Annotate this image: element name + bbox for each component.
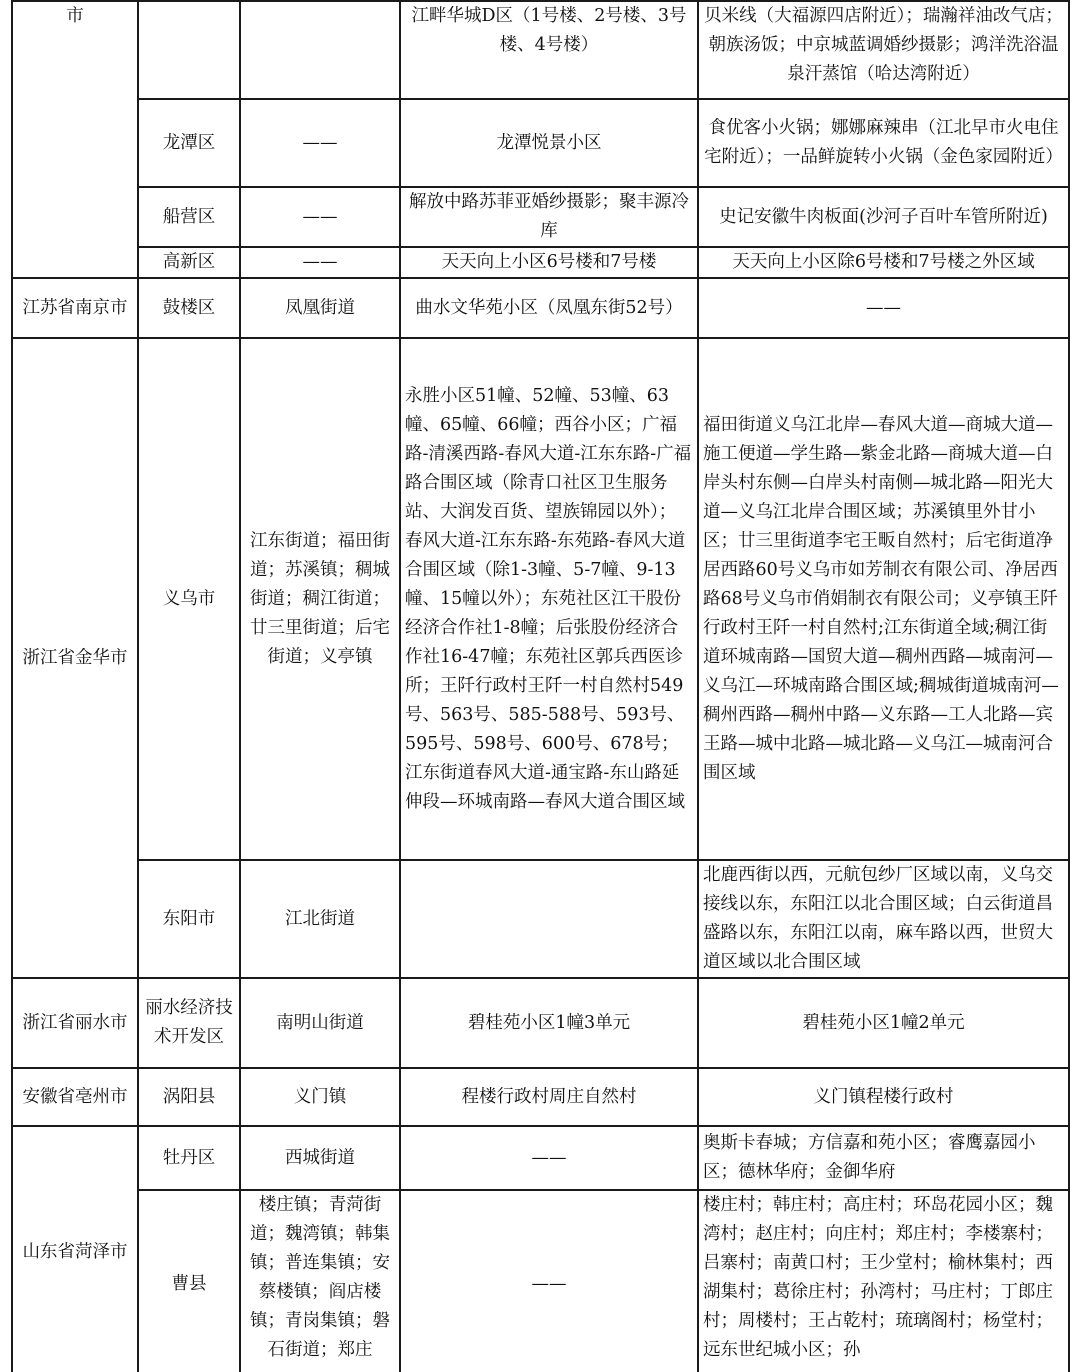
town-text: —— [302, 206, 338, 227]
table-row [12, 1190, 1069, 1372]
province-text: 浙江省金华市 [22, 647, 128, 668]
town-cell [240, 338, 400, 860]
low-risk-cell [698, 1126, 1069, 1190]
province-text: 浙江省丽水市 [22, 1012, 128, 1033]
province-cell [12, 978, 138, 1068]
high-risk-text: 天天向上小区6号楼和7号楼 [441, 252, 657, 272]
area-text: 义乌市 [162, 588, 216, 609]
low-risk-text: 楼庄村；韩庄村；高庄村；环岛花园小区；魏湾村；赵庄村；向庄村；郑庄村；李楼寨村；吕寨村；南黄口村；王少堂村；榆林集村；西湖集村；葛徐庄村；孙湾村；马庄村；丁郎庄村；周楼村；王占乾村；琉璃阁村；杨堂村；远东世纪城小区；孙 [703, 1195, 1053, 1360]
high-risk-text: 碧桂苑小区1幢3单元 [467, 1012, 631, 1033]
town-text: 江北街道 [285, 908, 355, 929]
area-cell [138, 247, 240, 278]
high-risk-cell [400, 278, 698, 338]
low-risk-text: 天天向上小区除6号楼和7号楼之外区域 [732, 252, 1035, 272]
low-risk-cell [698, 187, 1069, 247]
area-text: 牡丹区 [162, 1147, 216, 1168]
high-risk-cell [400, 860, 698, 978]
province-cell [12, 1068, 138, 1126]
low-risk-cell [698, 338, 1069, 860]
low-risk-text: 奥斯卡春城；方信嘉和苑小区；睿鹰嘉园小区；德林华府；金御华府 [703, 1133, 1036, 1182]
area-text: 涡阳县 [162, 1086, 216, 1107]
area-text: 龙潭区 [162, 132, 216, 153]
low-risk-cell [698, 278, 1069, 338]
low-risk-cell [698, 860, 1069, 978]
table-row [12, 99, 1069, 187]
province-cell [12, 278, 138, 338]
low-risk-cell [698, 1190, 1069, 1372]
low-risk-cell [698, 1068, 1069, 1126]
town-cell [240, 1, 400, 99]
town-cell [240, 247, 400, 278]
high-risk-cell [400, 1, 698, 99]
town-text: —— [302, 132, 338, 153]
low-risk-text: 碧桂苑小区1幢2单元 [802, 1012, 965, 1033]
province-text: 市 [66, 6, 84, 26]
town-text: 凤凰街道 [285, 297, 355, 318]
town-cell [240, 978, 400, 1068]
low-risk-text: 义门镇程楼行政村 [813, 1086, 954, 1107]
area-text: 东阳市 [162, 908, 216, 929]
risk-area-table [11, 0, 1070, 1372]
town-cell [240, 99, 400, 187]
low-risk-text: 福田街道义乌江北岸—春风大道—商城大道—施工便道—学生路—紫金北路—商城大道—白岸头村东侧—白岸头村南侧—城北路—阳光大道—义乌江北岸合围区域；苏溪镇里外甘小区；廿三里街道李宅王畈自然村；后宅街道净居西路60号义乌市如芳制衣有限公司、净居西路68号义乌市俏娟制衣有限公司；义亭镇王阡行政村王阡一村自然村;江东街道全域;稠江街道环城南路—国贸大道—稠州西路—城南河—义乌江—环城南路合围区域;稠城街道城南河—稠州西路—稠州中路—义东路—工人北路—宾王路—城中北路—城北路—义乌江—城南河合围区域 [703, 414, 1059, 783]
town-text: 江东街道；福田街道；苏溪镇；稠城街道；稠江街道；廿三里街道；后宅街道；义亭镇 [250, 530, 390, 667]
low-risk-cell [698, 1, 1069, 99]
town-text: 西城街道 [285, 1147, 355, 1168]
high-risk-text: —— [531, 1147, 567, 1168]
area-cell [138, 99, 240, 187]
area-cell [138, 1068, 240, 1126]
town-text: 义门镇 [293, 1086, 347, 1107]
table-row [12, 338, 1069, 860]
high-risk-cell [400, 338, 698, 860]
low-risk-text: 北鹿西街以西，元航包纱厂区域以南，义乌交接线以东，东阳江以北合围区域；白云街道昌盛路以东，东阳江以南，麻车路以西，世贸大道区域以北合围区域 [703, 865, 1053, 972]
area-cell [138, 978, 240, 1068]
high-risk-cell [400, 187, 698, 247]
town-cell [240, 1126, 400, 1190]
province-text: 江苏省南京市 [22, 297, 128, 318]
low-risk-cell [698, 247, 1069, 278]
high-risk-cell [400, 99, 698, 187]
high-risk-cell [400, 1190, 698, 1372]
province-text: 山东省菏泽市 [22, 1241, 128, 1262]
area-cell [138, 1, 240, 99]
area-cell [138, 187, 240, 247]
area-text: 丽水经济技术开发区 [145, 998, 233, 1047]
area-text: 高新区 [162, 252, 216, 272]
high-risk-text: 程楼行政村周庄自然村 [461, 1086, 637, 1107]
town-cell [240, 1068, 400, 1126]
high-risk-cell [400, 247, 698, 278]
table-row [12, 187, 1069, 247]
town-cell [240, 1190, 400, 1372]
high-risk-text: 永胜小区51幢、52幢、53幢、63幢、65幢、66幢；西谷小区；广福路-清溪西路-春风大道-江东东路-广福路合围区域（除青口社区卫生服务站、大润发百货、望族锦园以外）；春风大道-江东东路-东苑路-春风大道合围区域（除1-3幢、5-7幢、9-13幢、15幢以外）；东苑社区江干股份经济合作社1-8幢；后张股份经济合作社16-47幢；东苑社区郭兵西医诊所；王阡行政村王阡一村自然村549号、563号、585-588号、593号、595号、598号、600号、678号；江东街道春风大道-通宝路-东山路延伸段—环城南路—春风大道合围区域 [405, 385, 692, 812]
table-row [12, 247, 1069, 278]
town-text: 南明山街道 [276, 1012, 364, 1033]
town-cell [240, 278, 400, 338]
high-risk-cell [400, 978, 698, 1068]
area-text: 曹县 [171, 1273, 207, 1294]
high-risk-text: 龙潭悦景小区 [496, 132, 602, 153]
low-risk-cell [698, 99, 1069, 187]
town-cell [240, 860, 400, 978]
province-cell [12, 338, 138, 978]
low-risk-text: —— [866, 297, 901, 318]
province-cell [12, 1126, 138, 1372]
table-row [12, 978, 1069, 1068]
area-text: 鼓楼区 [162, 297, 216, 318]
high-risk-cell [400, 1126, 698, 1190]
low-risk-text: 贝米线（大福源四店附近）；瑞瀚祥油改气店；朝族汤饭；中京城蓝调婚纱摄影；鸿洋洗浴温泉汗蒸馆（哈达湾附近） [704, 6, 1063, 84]
area-cell [138, 860, 240, 978]
low-risk-cell [698, 978, 1069, 1068]
high-risk-text: 解放中路苏菲亚婚纱摄影；聚丰源冷库 [409, 192, 689, 241]
area-text: 船营区 [162, 206, 216, 227]
province-text: 安徽省亳州市 [22, 1086, 128, 1107]
low-risk-text: 史记安徽牛肉板面(沙河子百叶车管所附近) [719, 206, 1048, 227]
province-cell [12, 1, 138, 278]
low-risk-text: 食优客小火锅；娜娜麻辣串（江北早市火电住宅附近）；一品鲜旋转小火锅（金色家园附近） [704, 118, 1063, 167]
high-risk-text: 江畔华城D区（1号楼、2号楼、3号楼、4号楼） [411, 6, 687, 55]
area-cell [138, 1126, 240, 1190]
table-row [12, 278, 1069, 338]
town-text: 楼庄镇；青菏街道；魏湾镇；韩集镇；普连集镇；安蔡楼镇；阎店楼镇；青岗集镇；磐石街道；郑庄 [250, 1195, 390, 1360]
area-cell [138, 278, 240, 338]
town-cell [240, 187, 400, 247]
area-cell [138, 338, 240, 860]
table-row [12, 860, 1069, 978]
area-cell [138, 1190, 240, 1372]
high-risk-text: 曲水文华苑小区（凤凰东街52号） [415, 297, 683, 318]
table-row [12, 1068, 1069, 1126]
town-text: —— [302, 252, 338, 272]
high-risk-text: —— [531, 1273, 567, 1294]
high-risk-cell [400, 1068, 698, 1126]
table-row [12, 1, 1069, 99]
table-row [12, 1126, 1069, 1190]
